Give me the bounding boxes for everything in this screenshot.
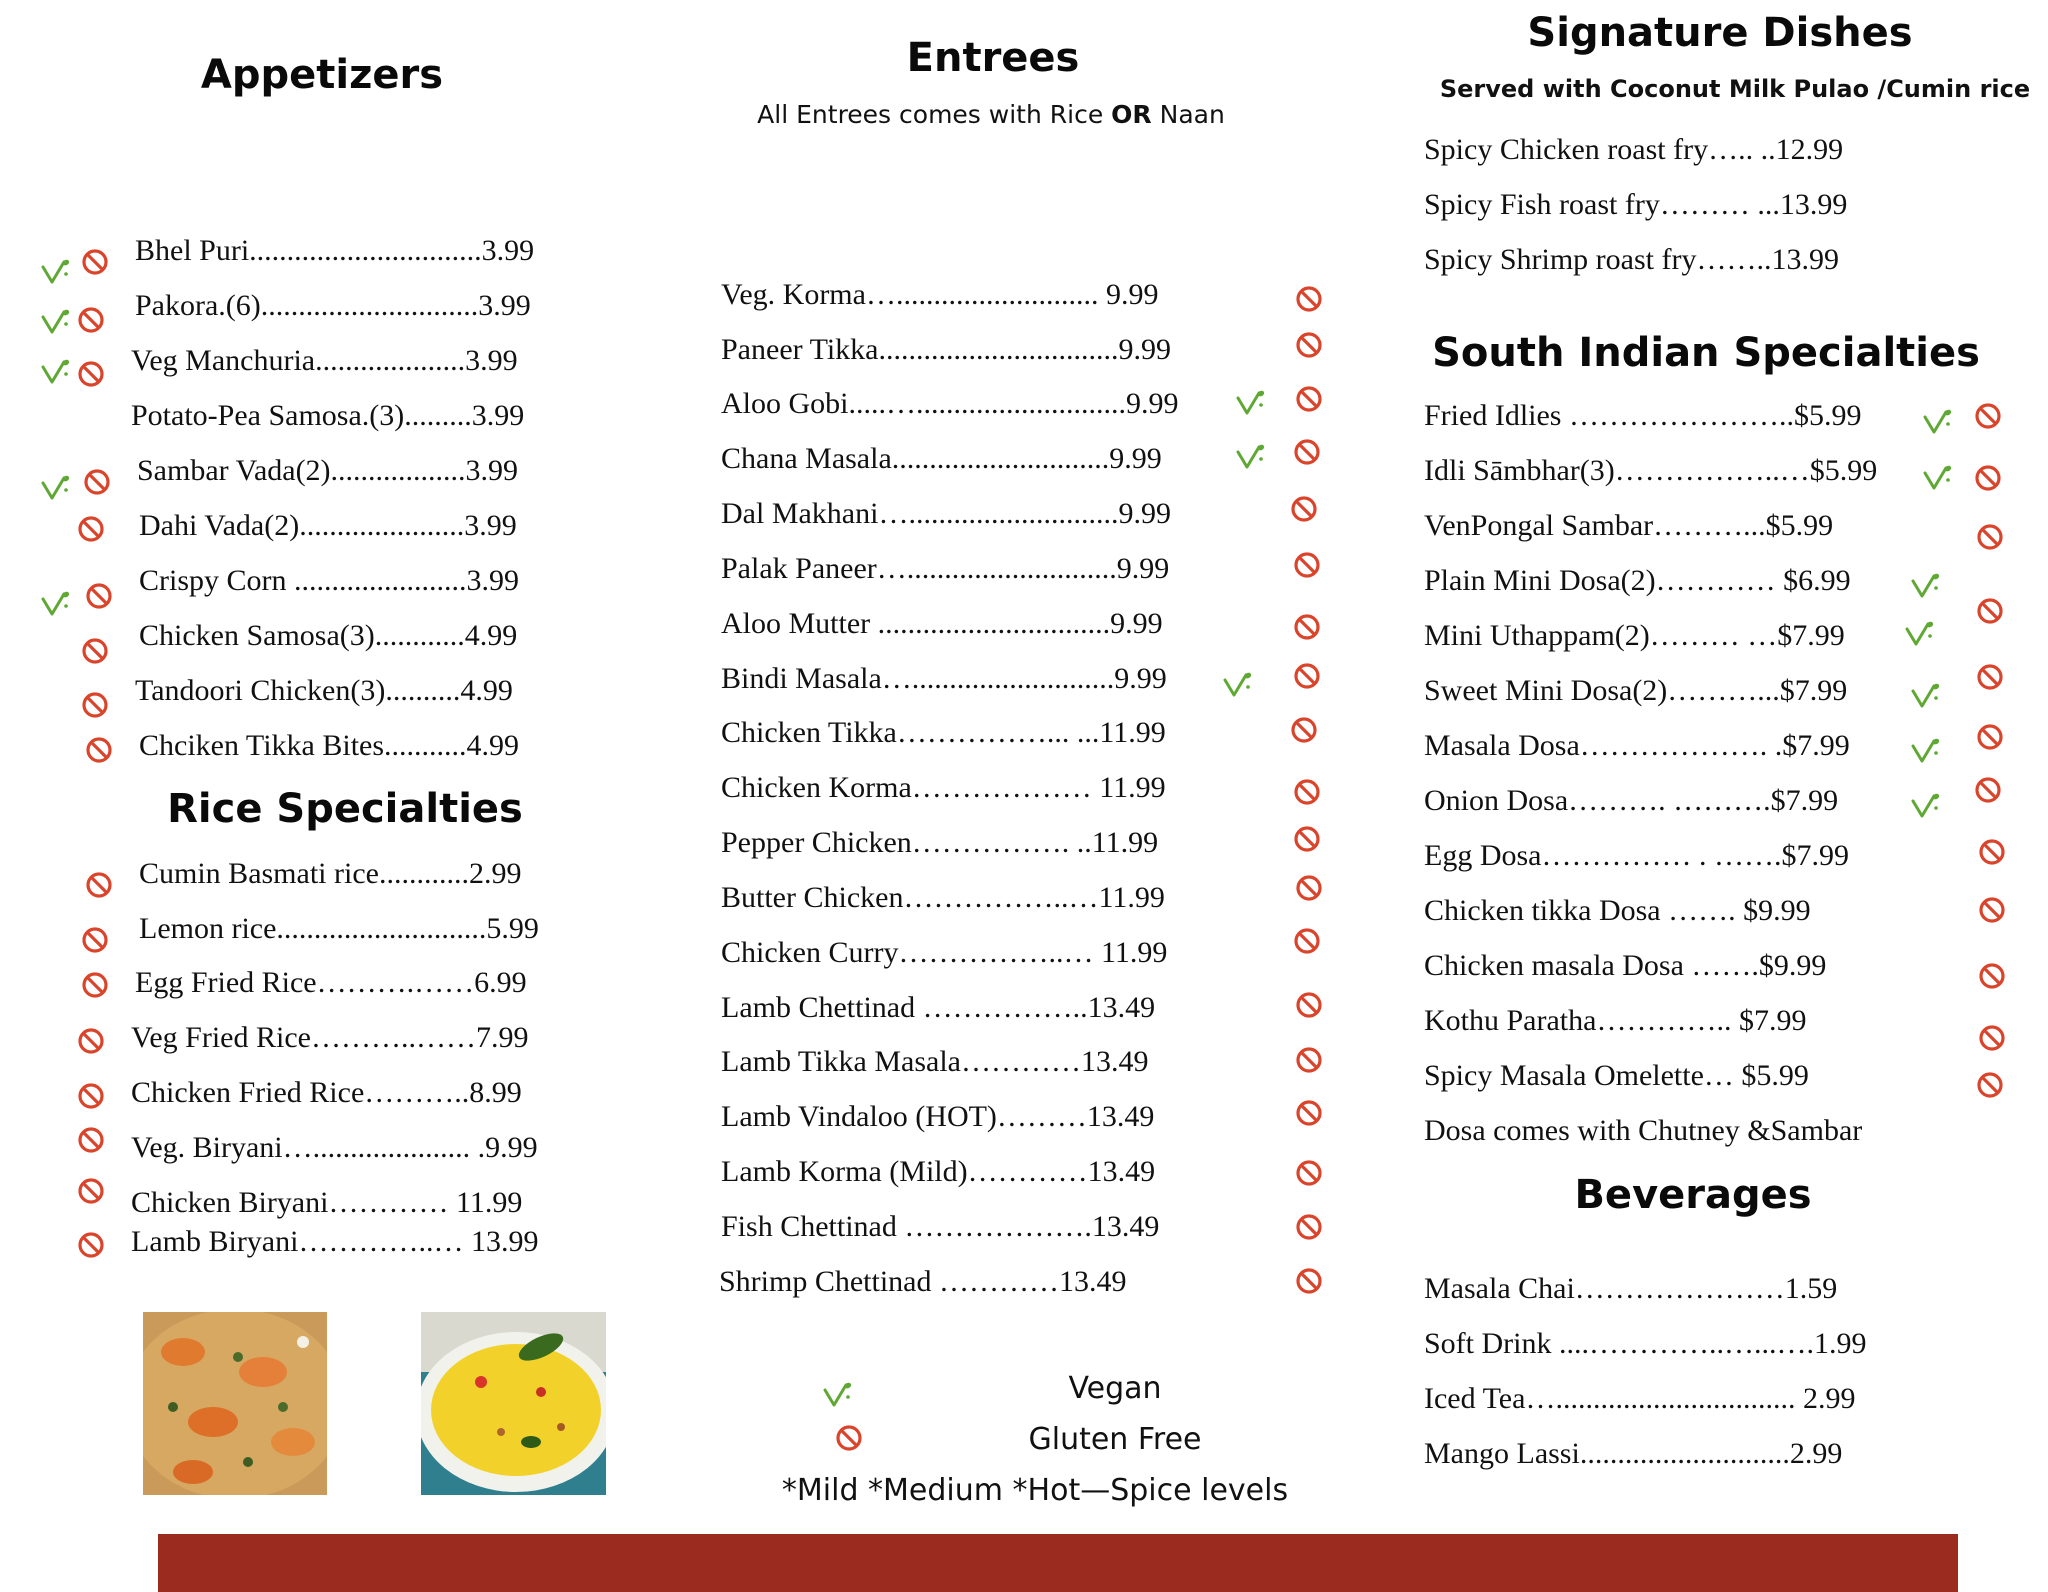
biryani-photo — [143, 1312, 327, 1495]
menu-item: Egg Dosa…………… . …….$7.99 — [1424, 839, 1849, 872]
menu-item: Aloo Gobi.....…............................9.99 — [721, 387, 1179, 420]
menu-item: Mini Uthappam(2)……… …$7.99 — [1424, 619, 1845, 652]
gluten-free-icon — [1975, 1070, 2005, 1100]
menu-item: Idli Sāmbhar(3)……………..…$5.99 — [1424, 454, 1878, 487]
gluten-free-icon — [1973, 463, 2003, 493]
gluten-free-icon — [82, 467, 112, 497]
menu-item: Masala Chai…………………1.59 — [1424, 1272, 1838, 1305]
menu-item: VenPongal Sambar………...$5.99 — [1424, 509, 1834, 542]
menu-item: Crispy Corn .......................3.99 — [139, 564, 520, 597]
vegan-icon — [1922, 462, 1952, 492]
menu-item: Lamb Chettinad ……………..13.49 — [721, 991, 1156, 1024]
gluten-free-icon — [1294, 990, 1324, 1020]
menu-item: Bhel Puri...............................3.99 — [135, 234, 535, 267]
menu-item: Chicken tikka Dosa ……. $9.99 — [1424, 894, 1811, 927]
menu-item: Chicken Samosa(3)............4.99 — [139, 619, 518, 652]
vegan-icon — [40, 356, 70, 386]
gluten-free-icon — [1973, 401, 2003, 431]
gluten-free-icon — [1294, 1098, 1324, 1128]
menu-item: Mango Lassi............................2.99 — [1424, 1437, 1843, 1470]
menu-item: Spicy Masala Omelette… $5.99 — [1424, 1059, 1809, 1092]
vegan-icon — [1910, 680, 1940, 710]
legend-vegan-label: Vegan — [1068, 1371, 1162, 1406]
menu-item: Dal Makhani…............................9.99 — [721, 497, 1171, 530]
gluten-free-icon — [76, 1081, 106, 1111]
gluten-free-icon — [84, 735, 114, 765]
gluten-free-icon — [80, 247, 110, 277]
menu-item: Potato-Pea Samosa.(3).........3.99 — [131, 399, 525, 432]
gluten-free-icon — [1294, 1158, 1324, 1188]
footer-bar — [158, 1534, 1958, 1592]
menu-item: Fish Chettinad ……………….13.49 — [721, 1210, 1160, 1243]
gluten-free-icon — [1292, 661, 1322, 691]
lemon-rice-photo — [421, 1312, 606, 1495]
entrees-subtitle — [757, 100, 1225, 129]
menu-item: Egg Fried Rice……….……6.99 — [135, 966, 527, 999]
gluten-free-icon — [1294, 1212, 1324, 1242]
menu-item: Spicy Shrimp roast fry……..13.99 — [1424, 243, 1839, 276]
gluten-free-icon — [1294, 330, 1324, 360]
vegan-icon — [1910, 790, 1940, 820]
menu-item: Chciken Tikka Bites...........4.99 — [139, 729, 520, 762]
menu-item: Chana Masala.............................9.99 — [721, 442, 1162, 475]
menu-item: Butter Chicken……………..…11.99 — [721, 881, 1165, 914]
menu-item: Bindi Masala…...........................9.99 — [721, 662, 1167, 695]
menu-item: Palak Paneer…............................9.99 — [721, 552, 1170, 585]
gluten-free-icon — [1292, 824, 1322, 854]
menu-item: Pepper Chicken……………. ..11.99 — [721, 826, 1159, 859]
menu-item: Plain Mini Dosa(2)………… $6.99 — [1424, 564, 1851, 597]
menu-item: Chicken Tikka……………... ...11.99 — [721, 716, 1166, 749]
menu-item: Pakora.(6).............................3.99 — [135, 289, 531, 322]
menu-item: Aloo Mutter ...............................9.99 — [721, 607, 1163, 640]
gluten-free-icon — [84, 870, 114, 900]
menu-item: Lamb Biryani…………..… 13.99 — [131, 1225, 539, 1258]
vegan-icon — [1910, 735, 1940, 765]
entrees-subtitle-pre: All Entrees comes with Rice — [757, 100, 1104, 129]
menu-item: Cumin Basmati rice............2.99 — [139, 857, 522, 890]
menu-item: Sweet Mini Dosa(2)………...$7.99 — [1424, 674, 1848, 707]
gluten-free-icon — [1292, 926, 1322, 956]
menu-item: Masala Dosa………………. .$7.99 — [1424, 729, 1850, 762]
gluten-free-icon — [1289, 715, 1319, 745]
menu-item: Kothu Paratha………….. $7.99 — [1424, 1004, 1807, 1037]
menu-item: Fried Idlies …………………..$5.99 — [1424, 399, 1862, 432]
gluten-free-icon — [1292, 437, 1322, 467]
vegan-icon — [40, 306, 70, 336]
gluten-free-icon — [1294, 1045, 1324, 1075]
gluten-free-icon — [1975, 722, 2005, 752]
entrees-subtitle-or: OR — [1111, 100, 1152, 129]
menu-item: Chicken Korma……………… 11.99 — [721, 771, 1166, 804]
appetizers-heading: Appetizers — [200, 52, 444, 98]
gluten-free-icon — [1977, 1023, 2007, 1053]
menu-item: Veg. Biryani…..................... .9.99 — [131, 1131, 538, 1164]
gluten-free-icon — [1294, 284, 1324, 314]
gluten-free-icon — [76, 305, 106, 335]
gluten-free-icon — [80, 636, 110, 666]
menu-item: Veg. Korma…........................... 9.99 — [721, 278, 1159, 311]
vegan-icon — [40, 472, 70, 502]
gluten-free-icon — [1973, 775, 2003, 805]
gluten-free-icon — [80, 690, 110, 720]
dosa-note: Dosa comes with Chutney &Sambar — [1424, 1114, 1863, 1147]
entrees-subtitle-post: Naan — [1159, 100, 1225, 129]
gluten-free-icon — [1294, 873, 1324, 903]
gluten-free-icon — [1294, 1266, 1324, 1296]
gluten-free-icon — [1294, 384, 1324, 414]
gluten-free-icon — [1977, 837, 2007, 867]
menu-item: Lemon rice............................5.99 — [139, 912, 539, 945]
beverages-heading: Beverages — [1574, 1172, 1812, 1218]
menu-item: Soft Drink ....…………..…...….1.99 — [1424, 1327, 1867, 1360]
menu-item: Lamb Korma (Mild)…………13.49 — [721, 1155, 1156, 1188]
menu-item: Veg Manchuria....................3.99 — [131, 344, 518, 377]
gluten-free-icon — [1975, 522, 2005, 552]
gluten-free-icon — [76, 1026, 106, 1056]
gluten-free-icon — [1975, 662, 2005, 692]
gluten-free-icon — [76, 1230, 106, 1260]
gluten-free-icon — [80, 925, 110, 955]
menu-item: Spicy Chicken roast fry….. ..12.99 — [1424, 133, 1844, 166]
vegan-icon — [1910, 570, 1940, 600]
menu-item: Onion Dosa………. ……….$7.99 — [1424, 784, 1839, 817]
gluten-free-icon — [1977, 895, 2007, 925]
vegan-icon — [40, 588, 70, 618]
vegan-icon — [1222, 669, 1252, 699]
vegan-icon — [1235, 441, 1265, 471]
menu-item: Chicken Curry……………..… 11.99 — [721, 936, 1168, 969]
menu-item: Chicken Biryani………… 11.99 — [131, 1186, 523, 1219]
menu-item: Lamb Vindaloo (HOT)………13.49 — [721, 1100, 1155, 1133]
vegan-icon — [1922, 406, 1952, 436]
menu-item: Tandoori Chicken(3)..........4.99 — [135, 674, 513, 707]
menu-item: Dahi Vada(2)......................3.99 — [139, 509, 517, 542]
menu-item: Chicken Fried Rice………..8.99 — [131, 1076, 522, 1109]
gluten-free-icon — [76, 1125, 106, 1155]
gluten-free-icon — [1977, 961, 2007, 991]
rice-specialties-heading: Rice Specialties — [167, 786, 523, 832]
gluten-free-icon — [1292, 777, 1322, 807]
signature-dishes-subtitle: Served with Coconut Milk Pulao /Cumin rice — [1439, 75, 2031, 103]
signature-dishes-heading: Signature Dishes — [1527, 10, 1913, 56]
vegan-icon — [1235, 387, 1265, 417]
gluten-free-icon — [1292, 612, 1322, 642]
gluten-free-icon — [76, 1176, 106, 1206]
menu-item: Paneer Tikka................................9.99 — [721, 333, 1171, 366]
vegan-icon — [822, 1379, 852, 1409]
menu-item: Veg Fried Rice………..……7.99 — [131, 1021, 529, 1054]
menu-item: Sambar Vada(2)..................3.99 — [137, 454, 519, 487]
menu-item: Spicy Fish roast fry……… ...13.99 — [1424, 188, 1848, 221]
legend-gluten-free-label: Gluten Free — [1028, 1422, 1202, 1457]
vegan-icon — [1904, 618, 1934, 648]
menu-item: Chicken masala Dosa …….$9.99 — [1424, 949, 1827, 982]
menu-item: Shrimp Chettinad …………13.49 — [719, 1265, 1127, 1298]
menu-item: Iced Tea…................................ 2.99 — [1424, 1382, 1856, 1415]
vegan-icon — [40, 256, 70, 286]
legend-spice-levels: *Mild *Medium *Hot—Spice levels — [781, 1473, 1289, 1508]
south-indian-specialties-heading: South Indian Specialties — [1432, 330, 1980, 376]
gluten-free-icon — [84, 581, 114, 611]
gluten-free-icon — [1292, 550, 1322, 580]
gluten-free-icon — [1975, 596, 2005, 626]
gluten-free-icon — [76, 514, 106, 544]
entrees-heading: Entrees — [906, 35, 1080, 81]
gluten-free-icon — [834, 1423, 864, 1453]
menu-item: Lamb Tikka Masala…………13.49 — [721, 1045, 1149, 1078]
gluten-free-icon — [1289, 494, 1319, 524]
gluten-free-icon — [80, 970, 110, 1000]
gluten-free-icon — [76, 359, 106, 389]
